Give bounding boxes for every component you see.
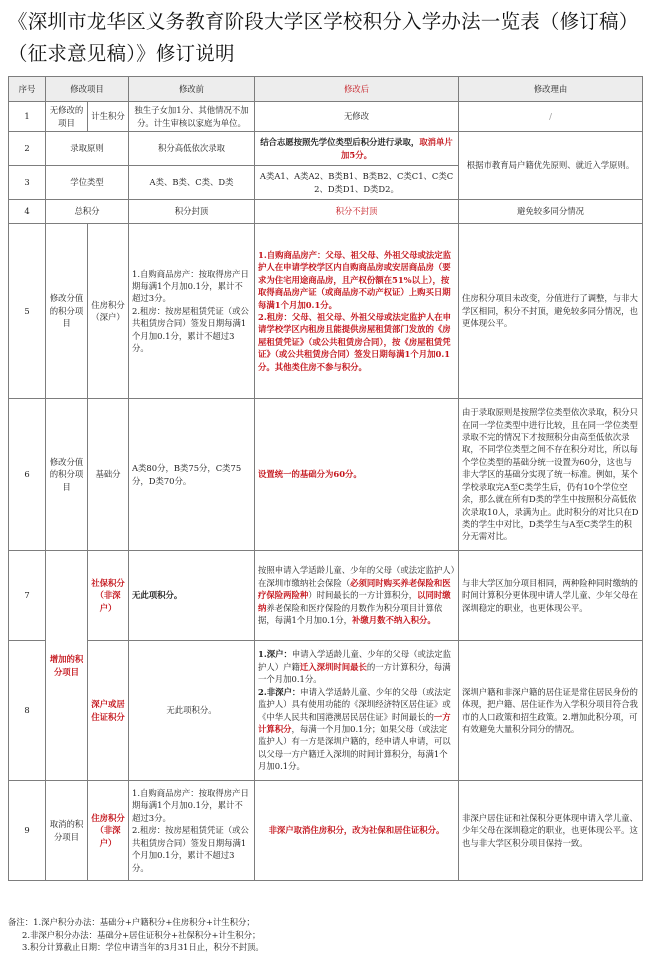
reason-cell: 深圳户籍和非深户籍的居住证是常住居民身份的体现，把户籍、居住证作为入学积分项目符合我市的人口政策和招生政策。2.增加此积分项，可有效避免大量积分同分的情况。 <box>459 641 643 781</box>
before-cell <box>129 224 255 399</box>
item-cell: 住房积分（深户） <box>88 224 129 399</box>
table-row <box>9 132 643 166</box>
reason-cell: 与非大学区加分项目相同，两种险种同时缴纳的时间计算积分更体现申请人学儿童、少年父母在深圳稳定的职业，也更体现公平。 <box>459 551 643 641</box>
after-heading: 1.自购商品房产： <box>258 249 326 260</box>
remarks <box>8 916 642 954</box>
after-text: 父母、祖父母、外祖父母或法定监护人在申请学校学区内自购商品房或安居商品房（要求为住宅用途商品房，且产权份额在51%以上），按取得商品房产证（或商品房不动产权证）上购买日期每满1个月加0.1分。 <box>258 249 451 310</box>
item-cell: 总积分 <box>46 200 129 224</box>
after-text: 的一方计算积分，每满一个月加0.1分。 <box>258 661 451 685</box>
before-cell: 无此项积分。 <box>129 551 255 641</box>
before-line: 1.自购商品房产：按取得房产日期每满1个月加0.1分，累计不超过3分。 <box>132 268 249 304</box>
category-cell: 修改分值的积分项目 <box>46 224 88 399</box>
table-row <box>9 102 643 132</box>
remark-item: 2.非深户积分办法：基础分+居住证积分+社保积分+计生积分； <box>22 929 261 940</box>
row-number: 8 <box>9 641 46 781</box>
after-cell: 非深户取消住房积分，改为社保和居住证积分。 <box>255 781 459 881</box>
header-before: 修改前 <box>129 77 255 102</box>
after-text: 按照申请入学适龄儿童、少年的父母（或法定监护人）在深圳市缴纳社会保险（ <box>258 565 455 588</box>
reason-cell: 非深户居住证和社保积分更体现申请入学儿童、少年父母在深圳稳定的职业，也更体现公平。这也与非大学区积分项目保持一致。 <box>459 781 643 881</box>
after-cell: 设置统一的基础分为60分。 <box>255 399 459 551</box>
before-cell: A类80分，B类75分，C类75分，D类70分。 <box>129 399 255 551</box>
after-heading: 2.租房： <box>258 312 292 322</box>
reason-cell: 住房积分项目未改变，分值进行了调整，与非大学区相同，积分不封顶，避免较多同分情况，也更体现公平。 <box>459 224 643 399</box>
category-cell: 无修改的项目 <box>46 102 88 132</box>
table-row <box>9 200 643 224</box>
after-text-highlight: 取消单片加5分。 <box>341 137 453 160</box>
row-number: 3 <box>9 166 46 200</box>
item-cell: 学位类型 <box>46 166 129 200</box>
header-after: 修改后 <box>255 77 459 102</box>
after-text: 申请入学适龄儿童、少年的父母（或法定监护人）户籍 <box>258 649 451 672</box>
before-cell: 独生子女加1分、其他情况不加分。计生审核以家庭为单位。 <box>129 102 255 132</box>
row-number: 1 <box>9 102 46 132</box>
before-cell: 积分高低依次录取 <box>129 132 255 166</box>
header-reason: 修改理由 <box>459 77 643 102</box>
table-row <box>9 399 643 551</box>
after-heading: 1.深户： <box>258 649 292 660</box>
category-cell: 修改分值的积分项目 <box>46 399 88 551</box>
item-cell: 录取原则 <box>46 132 129 166</box>
after-text: 申请入学适龄儿童、少年的父母（或法定监护人）具有使用功能的《深圳经济特区居住证》或《中华人民共和国港澳居民居住证》时间最长的 <box>258 686 451 722</box>
table-row <box>9 781 643 881</box>
before-cell: 无此项积分。 <box>129 641 255 781</box>
before-line: 1.自购商品房产：按取得房产日期每满1个月加0.1分，累计不超过3分。 <box>132 788 249 823</box>
item-cell: 深户或居住证积分 <box>88 641 129 781</box>
remarks-label: 备注： <box>8 917 34 927</box>
item-cell: 社保积分（非深户） <box>88 551 129 641</box>
after-heading: 2.非深户： <box>258 686 301 697</box>
after-text: 结合志愿按照先学位类型后积分进行录取， <box>260 137 420 148</box>
before-cell: A类、B类、C类、D类 <box>129 166 255 200</box>
category-cell: 取消的积分项目 <box>46 781 88 881</box>
reason-cell: 根据市教育局户籍优先原则、就近入学原则。 <box>459 132 643 200</box>
row-number: 7 <box>9 551 46 641</box>
page-title: 《深圳市龙华区义务教育阶段大学区学校积分入学办法一览表（修订稿）（征求意见稿）》修订说明 <box>8 10 639 65</box>
after-text-highlight: 迁入深圳时间最长 <box>299 661 367 672</box>
before-line: 2.租房：按房屋租赁凭证（或公共租赁房合同）签发日期每满1个月加0.1分，累计不超过3分。 <box>132 825 249 873</box>
after-cell <box>255 132 459 166</box>
row-number: 9 <box>9 781 46 881</box>
table-row <box>9 551 643 641</box>
row-number: 6 <box>9 399 46 551</box>
item-cell: 住房积分（非深户） <box>88 781 129 881</box>
row-number: 4 <box>9 200 46 224</box>
reason-cell: 避免较多同分情况 <box>459 200 643 224</box>
remark-item: 1.深户积分办法：基础分+户籍积分+住房积分+计生积分； <box>33 917 255 927</box>
after-cell: 无修改 <box>255 102 459 132</box>
after-text-highlight: 补缴月数不纳入积分。 <box>352 615 436 626</box>
after-text-highlight: 以同时缴纳 <box>258 590 451 613</box>
after-text: ）时间最长的一方计算积分， <box>308 590 418 601</box>
reason-cell: 由于录取原则是按照学位类型依次录取，积分只在同一学位类型中进行比较，且在同一学位类型录取不完的情况下才按照积分由高至低依次录取，不同学位类型之间不存在积分对比，所以每个学位类型的基础分统一设置为60分，这也与非大学区的基础分实现了统一标准。例如，某个学校录取完A至C类学生后，仍有10个学位空余，那么就在所有D类的学生中按照积分高低依次录取10人，录满为止。此时积分的对比只在D类的学生中对比，D类学生与A至C类学生的积分无需对比。 <box>459 399 643 551</box>
header-no: 序号 <box>9 77 46 102</box>
table-row <box>9 224 643 399</box>
table-header-row <box>9 77 643 102</box>
after-cell: A类A1、A类A2、B类B1、B类B2、C类C1、C类C2、D类D1、D类D2。 <box>255 166 459 200</box>
row-number: 2 <box>9 132 46 166</box>
header-item: 修改项目 <box>46 77 129 102</box>
row-number: 5 <box>9 224 46 399</box>
before-line: 2.租房：按房屋租赁凭证（或公共租赁房合同）签发日期每满1个月加0.1分，累计不超过3分。 <box>132 305 249 354</box>
after-cell <box>255 641 459 781</box>
category-cell: 增加的积分项目 <box>46 551 88 781</box>
table-row <box>9 641 643 781</box>
item-cell: 计生积分 <box>88 102 129 132</box>
after-cell: 积分不封顶 <box>255 200 459 224</box>
after-text: 父母、祖父母、外祖父母或法定监护人在申请学校学区内租房且能提供房屋租赁部门发放的《房屋租赁凭证》（或公共租赁房合同），按《房屋租赁凭证》（或公共租赁房合同）签发日期每满1个月加0.1分。其他类住房不参与积分。 <box>258 312 451 372</box>
revision-table <box>8 76 643 881</box>
after-text: ，每满一个月加0.1分；如果父母（或法定监护人）有一方是深圳户籍的，经申请人申请，可以以父母一方户籍迁入深圳的时间计算积分，每满1个月加0.1分。 <box>258 723 451 772</box>
after-text-highlight: 一方计算积分 <box>258 711 451 734</box>
after-cell <box>255 224 459 399</box>
remark-item: 3.积分计算截止日期：学位申请当年的3月31日止，积分不封顶。 <box>22 942 264 952</box>
after-cell <box>255 551 459 641</box>
after-text: 养老保险和医疗保险的月数作为积分项目计算依据，每满1个月加0.1分， <box>258 602 443 626</box>
after-text-highlight: 必须同时购买养老保险和医疗保险两险种 <box>258 577 451 601</box>
before-cell <box>129 781 255 881</box>
reason-cell: / <box>459 102 643 132</box>
item-cell: 基础分 <box>88 399 129 551</box>
before-cell: 积分封顶 <box>129 200 255 224</box>
